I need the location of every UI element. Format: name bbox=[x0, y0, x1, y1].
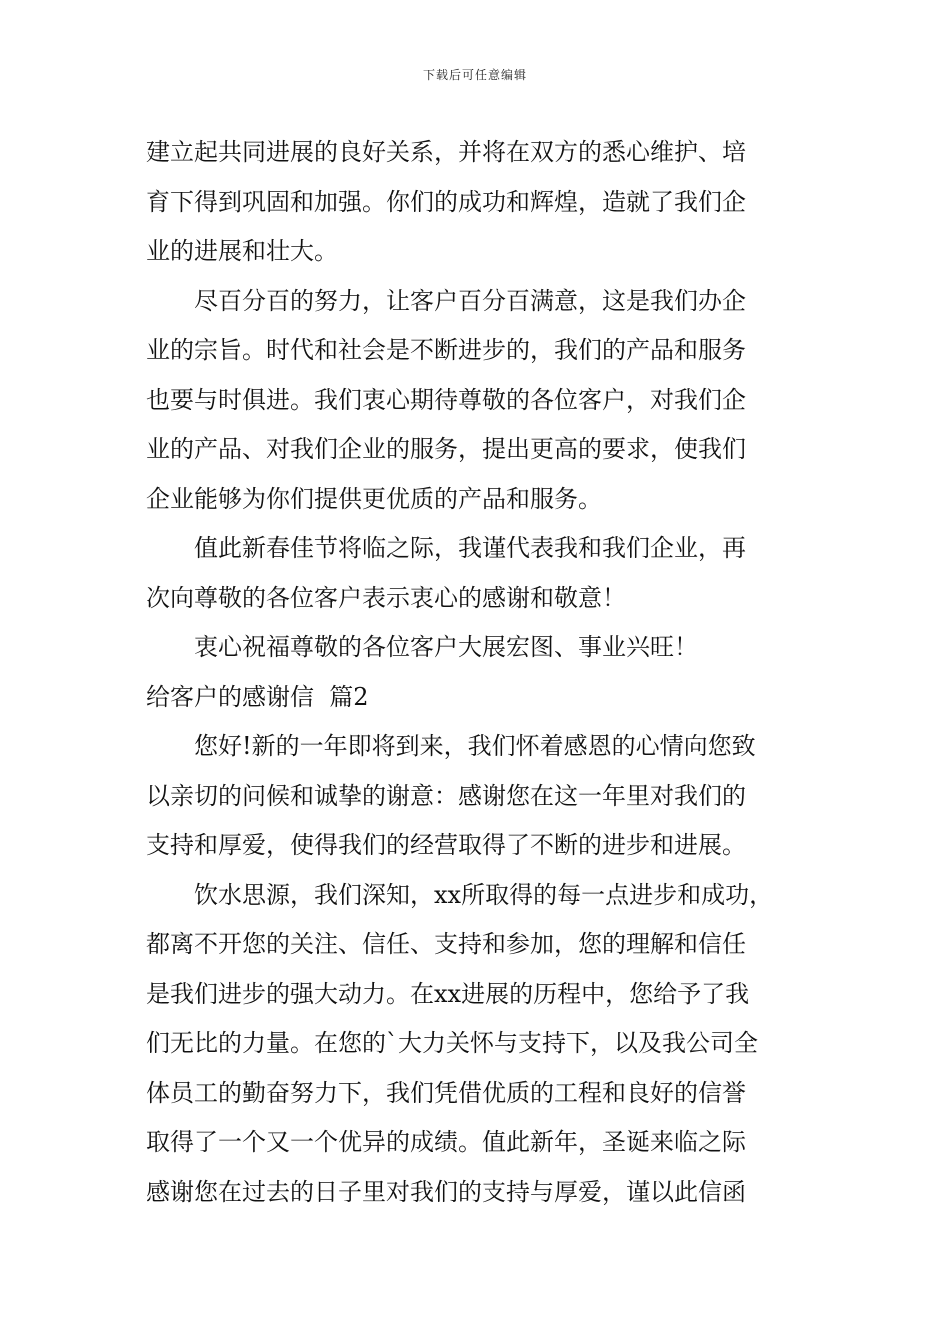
paragraph-2 bbox=[146, 277, 822, 525]
text-line: 业的宗旨。时代和社会是不断进步的，我们的产品和服务 bbox=[146, 336, 746, 364]
text-line: 感谢您在过去的日子里对我们的支持与厚爱，谨以此信函 bbox=[146, 1177, 746, 1206]
text-line: 育下得到巩固和加强。你们的成功和辉煌，造就了我们企 bbox=[146, 187, 746, 216]
text-line: 支持和厚爱，使得我们的经营取得了不断的进步和进展。 bbox=[146, 831, 746, 859]
paragraph-4 bbox=[146, 623, 822, 673]
text-line: 企业能够为你们提供更优质的产品和服务。 bbox=[146, 484, 602, 513]
text-line: 值此新春佳节将临之际，我谨代表我和我们企业，再 bbox=[194, 534, 746, 562]
text-line: 衷心祝福尊敬的各位客户大展宏图、事业兴旺！ bbox=[194, 633, 698, 661]
text-line: 取得了一个又一个优异的成绩。值此新年，圣诞来临之际 bbox=[146, 1128, 746, 1156]
paragraph-3 bbox=[146, 524, 822, 623]
paragraph-1 bbox=[146, 128, 822, 277]
text-line: 体员工的勤奋努力下，我们凭借优质的工程和良好的信誉 bbox=[146, 1078, 746, 1107]
text-line: 以亲切的问候和诚挚的谢意：感谢您在这一年里对我们的 bbox=[146, 781, 746, 810]
section-heading: 给客户的感谢信 篇2 bbox=[146, 682, 369, 711]
text-line: 也要与时俱进。我们衷心期待尊敬的各位客户，对我们企 bbox=[146, 385, 746, 414]
text-line: 都离不开您的关注、信任、支持和参加，您的理解和信任 bbox=[146, 930, 746, 958]
text-line: 次向尊敬的各位客户表示衷心的感谢和敬意！ bbox=[146, 583, 626, 612]
document-body bbox=[146, 128, 822, 1217]
text-line: 尽百分百的努力，让客户百分百满意，这是我们办企 bbox=[194, 286, 746, 315]
text-line: 业的产品、对我们企业的服务，提出更高的要求，使我们 bbox=[146, 435, 746, 463]
page-header-note: 下载后可任意编辑 bbox=[422, 68, 527, 82]
text-line: 们无比的力量。在您的`大力关怀与支持下，以及我公司全 bbox=[146, 1029, 758, 1057]
text-line: 是我们进步的强大动力。在xx进展的历程中，您给予了我 bbox=[146, 979, 750, 1008]
paragraph-5 bbox=[146, 722, 822, 871]
text-line: 建立起共同进展的良好关系，并将在双方的悉心维护、培 bbox=[146, 138, 746, 166]
text-line: 业的进展和壮大。 bbox=[146, 237, 338, 265]
text-line: 饮水思源，我们深知，xx所取得的每一点进步和成功， bbox=[194, 880, 774, 909]
text-line: 您好!新的一年即将到来，我们怀着感恩的心情向您致 bbox=[194, 732, 756, 760]
paragraph-6 bbox=[146, 871, 822, 1218]
